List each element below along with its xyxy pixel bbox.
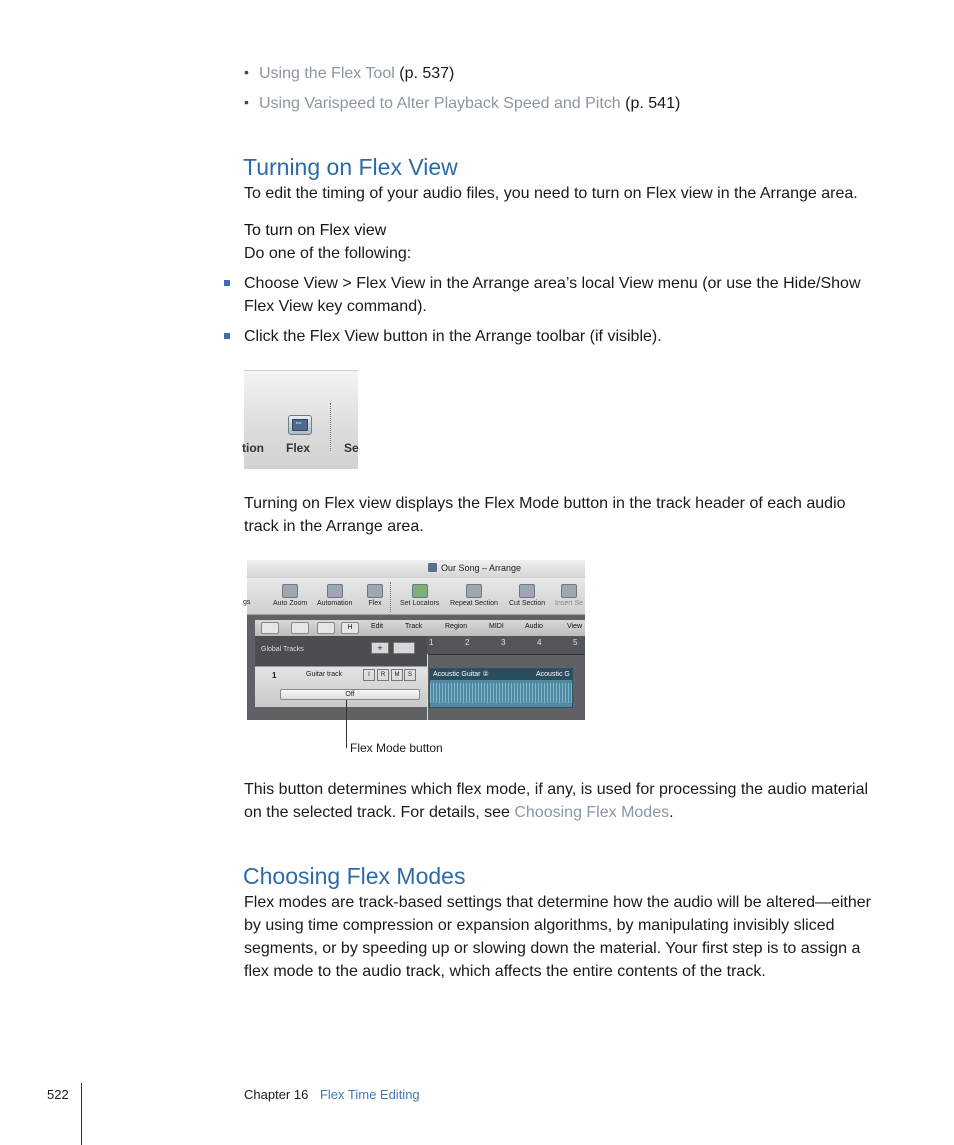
footer-chapter: [244, 1087, 420, 1102]
arrange-screenshot: [243, 560, 585, 720]
input-monitor-button[interactable]: I: [363, 669, 375, 681]
repeat-section-button[interactable]: Repeat Section: [450, 584, 498, 607]
flex-view-button[interactable]: [288, 415, 312, 435]
toolbar-label: tion: [242, 441, 264, 455]
toolbar-label-flex: Flex: [286, 441, 311, 455]
menu-audio[interactable]: Audio: [525, 623, 543, 630]
mute-button[interactable]: M: [391, 669, 403, 681]
track-number: 1: [272, 671, 277, 680]
task-title: To turn on Flex view: [244, 222, 387, 239]
automation-button[interactable]: Automation: [317, 584, 352, 607]
toolbar-screenshot: [244, 370, 358, 469]
set-locators-button[interactable]: Set Locators: [400, 584, 439, 607]
bar-ruler[interactable]: [427, 636, 585, 655]
insert-icon: [561, 584, 577, 598]
zoom-icon: [282, 584, 298, 598]
insert-section-button[interactable]: Insert Se: [555, 584, 583, 607]
ruler-bar: 1: [429, 638, 434, 647]
track-header[interactable]: [255, 666, 427, 707]
menu-view[interactable]: View: [567, 623, 583, 630]
solo-button[interactable]: S: [404, 669, 416, 681]
link-flex-tool[interactable]: Using the Flex Tool: [259, 65, 395, 82]
callout-label: Flex Mode button: [350, 741, 443, 755]
page-number: 522: [47, 1087, 69, 1102]
flex-mode-button[interactable]: Off: [280, 689, 420, 700]
waveform: [430, 683, 572, 703]
divider: [330, 403, 331, 451]
playhead[interactable]: [427, 654, 428, 720]
footer-divider: [81, 1083, 82, 1145]
bullet-dot: •: [244, 64, 249, 80]
paragraph-line: Flex modes are track-based settings that determine how the audio will be altered—either: [244, 894, 871, 911]
intro-text: To edit the timing of your audio files, you need to turn on Flex view in the Arrange area.: [244, 185, 858, 202]
flex-button[interactable]: Flex: [367, 584, 383, 607]
flex-arrows-icon: [367, 584, 383, 598]
ruler-bar: 3: [501, 638, 506, 647]
local-menu-bar: [255, 620, 585, 637]
paragraph-line: on the selected track. For details, see Choosing Flex Modes.: [244, 804, 674, 821]
bullet-text: Choose View > Flex View in the Arrange area’s local View menu (or use the Hide/Show: [244, 275, 861, 292]
bullet-text: Click the Flex View button in the Arrange toolbar (if visible).: [244, 328, 662, 345]
hide-button[interactable]: H: [341, 622, 359, 634]
menu-midi[interactable]: MIDI: [489, 623, 504, 630]
bullet-square: [224, 280, 230, 286]
page-ref: (p. 541): [625, 95, 681, 112]
cut-icon: [519, 584, 535, 598]
audio-region[interactable]: [429, 668, 573, 708]
paragraph-line: segments, or by speeding up or slowing down the material. Your first step is to assign a: [244, 940, 861, 957]
section-heading: Choosing Flex Modes: [243, 863, 466, 889]
bullet-dot: •: [244, 94, 249, 110]
track-name: Guitar track: [306, 671, 343, 678]
ruler-bar: 4: [537, 638, 542, 647]
list-item: [259, 62, 454, 85]
list-item: [259, 92, 680, 115]
ruler-bar: 2: [465, 638, 470, 647]
repeat-icon: [466, 584, 482, 598]
window-titlebar: [247, 560, 585, 579]
region-name: Acoustic Guitar ②: [433, 671, 489, 678]
link-choosing-flex-modes[interactable]: Choosing Flex Modes: [514, 804, 670, 821]
toolbar-button[interactable]: gs: [243, 599, 251, 606]
section-heading: Turning on Flex View: [243, 154, 458, 180]
ruler-bar: 5: [573, 638, 578, 647]
auto-zoom-button[interactable]: Auto Zoom: [273, 584, 307, 607]
document-icon: [428, 563, 437, 572]
paragraph-line: This button determines which flex mode, if any, is used for processing the audio material: [244, 781, 869, 798]
task-lead: Do one of the following:: [244, 245, 412, 262]
cut-section-button[interactable]: Cut Section: [509, 584, 545, 607]
locators-icon: [412, 584, 428, 598]
folder-icon[interactable]: [393, 642, 415, 654]
link-icon[interactable]: [291, 622, 309, 634]
bullet-square: [224, 333, 230, 339]
paragraph-line: Turning on Flex view displays the Flex Mode button in the track header of each audio: [244, 495, 846, 512]
menu-edit[interactable]: Edit: [371, 623, 384, 630]
region-name: Acoustic G: [536, 671, 570, 678]
menu-region[interactable]: Region: [445, 623, 468, 630]
flex-arrows-icon: ⇔: [292, 419, 308, 431]
paragraph-line: track in the Arrange area.: [244, 518, 424, 535]
bullet-text: Flex View key command).: [244, 298, 427, 315]
paragraph-line: by using time compression or expansion algorithms, by manipulating invisibly sliced: [244, 917, 835, 934]
arrange-toolbar: [243, 578, 585, 615]
paragraph-line: flex mode to the audio track, which affects the entire contents of the track.: [244, 963, 766, 980]
global-tracks-header: [255, 636, 427, 666]
add-track-button[interactable]: +: [371, 642, 389, 654]
callout-line: [346, 700, 347, 748]
toolbar-label: Se: [344, 441, 359, 455]
link-varispeed[interactable]: Using Varispeed to Alter Playback Speed and Pitch: [259, 95, 621, 112]
chapter-title[interactable]: Flex Time Editing: [319, 1087, 420, 1102]
global-tracks-label: Global Tracks: [261, 646, 304, 653]
divider: [390, 582, 391, 612]
page-ref: (p. 537): [399, 65, 455, 82]
window-title: Our Song – Arrange: [441, 563, 522, 573]
menu-track[interactable]: Track: [405, 623, 423, 630]
back-icon[interactable]: [261, 622, 279, 634]
automation-icon: [327, 584, 343, 598]
catch-icon[interactable]: [317, 622, 335, 634]
record-button[interactable]: R: [377, 669, 389, 681]
chapter-number: Chapter 16: [244, 1087, 309, 1102]
